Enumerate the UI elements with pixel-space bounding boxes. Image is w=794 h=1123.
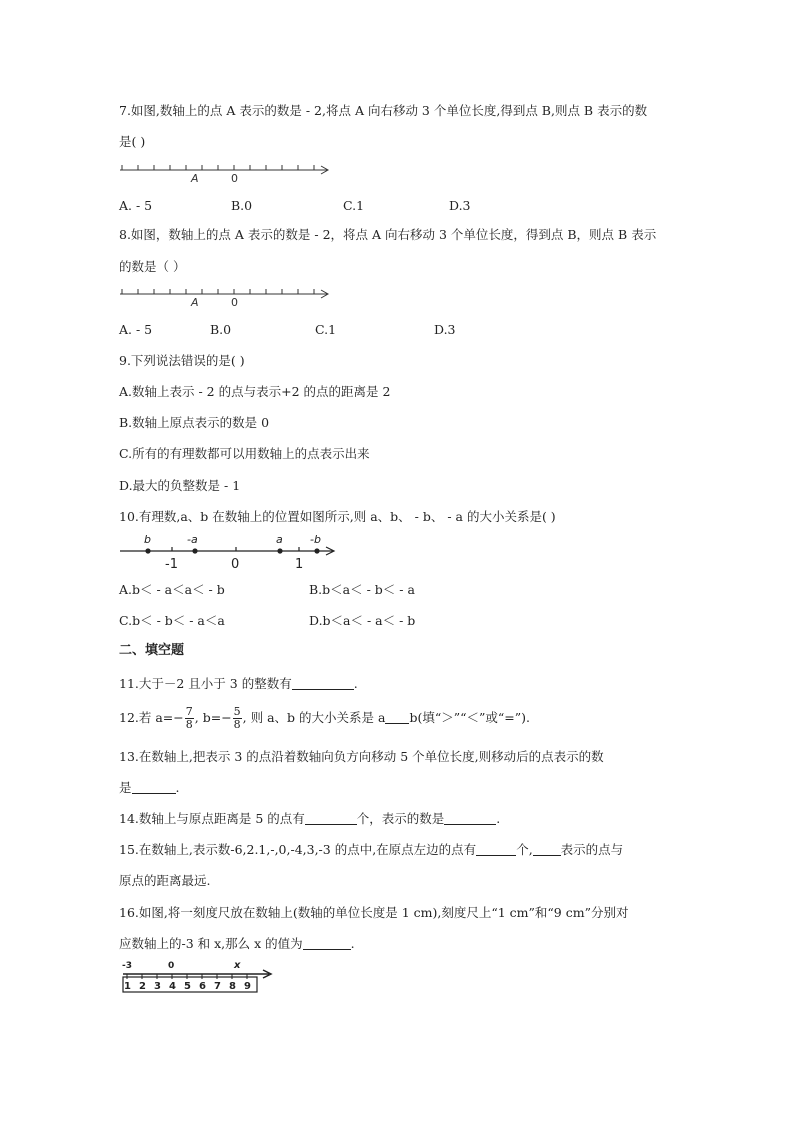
q7-number-line xyxy=(119,160,339,184)
q16-ruler-digit: 8 xyxy=(229,981,236,992)
q15-line1 xyxy=(119,842,623,858)
q8-number-line xyxy=(119,284,339,308)
q10-label-neg-b: -b xyxy=(310,533,321,546)
q10-point-neg-b xyxy=(314,548,319,553)
q10-point-neg-a xyxy=(192,548,197,553)
q8-option-c: C.1 xyxy=(315,322,337,337)
q10-number-line xyxy=(119,532,344,574)
q16-answer-blank[interactable] xyxy=(303,937,351,950)
q9-option-c: C.所有的有理数都可以用数轴上的点表示出来 xyxy=(119,446,370,461)
q11-end: . xyxy=(353,676,358,691)
q7-option-b: B.0 xyxy=(231,198,253,213)
q12-fraction-b-denominator: 8 xyxy=(233,718,241,731)
q7-option-a: A. - 5 xyxy=(119,198,153,213)
q8-option-d: D.3 xyxy=(434,322,456,337)
q12-fraction-b-numerator: 5 xyxy=(233,705,241,718)
q16-stem-end: . xyxy=(350,936,355,951)
q16-ruler-digit: 3 xyxy=(154,981,161,992)
q10-option-d: D.b＜a＜ - a＜ - b xyxy=(309,613,416,628)
q8-option-b: B.0 xyxy=(210,322,232,337)
q16-line2 xyxy=(119,936,355,952)
q12-line xyxy=(119,704,530,732)
q15-answer-blank-number[interactable] xyxy=(533,843,561,856)
q12-stem-mid2: , 则 a、b 的大小关系是 a xyxy=(242,710,386,725)
q16-ruler-figure xyxy=(119,959,279,995)
q16-ruler-digit: 9 xyxy=(244,981,251,992)
q13-line2-end: . xyxy=(175,780,180,795)
q7-option-c: C.1 xyxy=(343,198,365,213)
q8-line1: 8.如图，数轴上的点 A 表示的数是 - 2，将点 A 向右移动 3 个单位长度，得到点 B，则点 B 表示 xyxy=(119,227,657,242)
q11-stem: 11.大于－2 且小于 3 的整数有 xyxy=(119,676,292,691)
q9-option-d: D.最大的负整数是 - 1 xyxy=(119,478,241,493)
q12-stem-end: b(填“＞”“＜”或“=”). xyxy=(409,710,530,725)
q14-answer-blank-count[interactable] xyxy=(305,812,357,825)
q9-option-b: B.数轴上原点表示的数是 0 xyxy=(119,415,270,430)
q10-point-b xyxy=(145,548,150,553)
q13-line2-start: 是 xyxy=(119,780,132,795)
q7-option-d: D.3 xyxy=(449,198,471,213)
q7-zero-label: 0 xyxy=(231,172,238,184)
q15-line2: 原点的距离最远. xyxy=(119,873,211,888)
q14-line xyxy=(119,811,500,827)
q16-ruler-digit: 4 xyxy=(169,981,176,992)
q12-fraction-a xyxy=(185,706,194,731)
q14-stem-end: . xyxy=(496,811,501,826)
q10-label-b: b xyxy=(144,533,151,546)
q10-label-neg-a: -a xyxy=(187,533,198,546)
q12-stem-start: 12.若 a=− xyxy=(119,710,184,725)
q16-stem: 应数轴上的-3 和 x,那么 x 的值为 xyxy=(119,936,303,951)
q12-fraction-a-denominator: 8 xyxy=(185,718,193,731)
q10-option-c: C.b＜ - b＜ - a＜a xyxy=(119,613,225,628)
q15-stem-mid: 个, xyxy=(516,842,533,857)
q16-label-neg3: -3 xyxy=(122,961,132,971)
q11-line xyxy=(119,676,358,692)
q10-stem: 10.有理数,a、b 在数轴上的位置如图所示,则 a、b、 - b、 - a 的大小关系是( ) xyxy=(119,509,556,524)
q12-fraction-b xyxy=(233,706,242,731)
q16-ruler-digit: 2 xyxy=(139,981,146,992)
q12-stem-mid: , b=− xyxy=(194,710,232,725)
q15-stem-end: 表示的点与 xyxy=(560,842,624,857)
q14-stem: 14.数轴上与原点距离是 5 的点有 xyxy=(119,811,305,826)
q7-point-a-label: A xyxy=(191,172,199,184)
q13-line2 xyxy=(119,780,180,796)
q10-point-a xyxy=(277,548,282,553)
q7-line2: 是( ) xyxy=(119,134,146,149)
q12-fraction-a-numerator: 7 xyxy=(185,705,193,718)
q9-option-a: A.数轴上表示 - 2 的点与表示+2 的点的距离是 2 xyxy=(119,384,391,399)
q10-option-b: B.b＜a＜ - b＜ - a xyxy=(309,582,415,597)
q16-line1: 16.如图,将一刻度尺放在数轴上(数轴的单位长度是 1 cm),刻度尺上“1 cm”和“9 cm”分别对 xyxy=(119,905,629,920)
q12-answer-blank[interactable] xyxy=(385,711,409,724)
q8-point-a-label: A xyxy=(191,296,199,308)
q8-option-a: A. - 5 xyxy=(119,322,153,337)
q10-option-a: A.b＜ - a＜a＜ - b xyxy=(119,582,225,597)
q10-tick-neg1: -1 xyxy=(165,557,178,572)
q7-line1: 7.如图,数轴上的点 A 表示的数是 - 2,将点 A 向右移动 3 个单位长度,得到点 B,则点 B 表示的数 xyxy=(119,103,648,118)
q14-stem-mid: 个，表示的数是 xyxy=(356,811,445,826)
section-fill-in-title: 二、填空题 xyxy=(119,643,185,658)
q15-answer-blank-count[interactable] xyxy=(476,843,516,856)
q10-tick-0: 0 xyxy=(231,557,240,572)
q10-label-a: a xyxy=(276,533,283,546)
q16-ruler-digit: 7 xyxy=(214,981,221,992)
q13-line1: 13.在数轴上,把表示 3 的点沿着数轴向负方向移动 5 个单位长度,则移动后的点表示的数 xyxy=(119,749,604,764)
q8-zero-label: 0 xyxy=(231,296,238,308)
q15-stem: 15.在数轴上,表示数-6,2.1,-,0,-4,3,-3 的点中,在原点左边的点有 xyxy=(119,842,477,857)
q16-label-x: x xyxy=(234,960,241,971)
q16-ruler-digit: 6 xyxy=(199,981,206,992)
q16-ruler-digit: 5 xyxy=(184,981,191,992)
q9-stem: 9.下列说法错误的是( ) xyxy=(119,353,245,368)
q13-answer-blank[interactable] xyxy=(132,781,176,794)
q14-answer-blank-numbers[interactable] xyxy=(444,812,496,825)
q8-line2: 的数是（ ） xyxy=(119,259,186,274)
q10-tick-1: 1 xyxy=(295,557,304,572)
q16-ruler-digit: 1 xyxy=(124,981,131,992)
q11-answer-blank[interactable] xyxy=(292,677,354,690)
q16-label-0: 0 xyxy=(168,961,175,971)
